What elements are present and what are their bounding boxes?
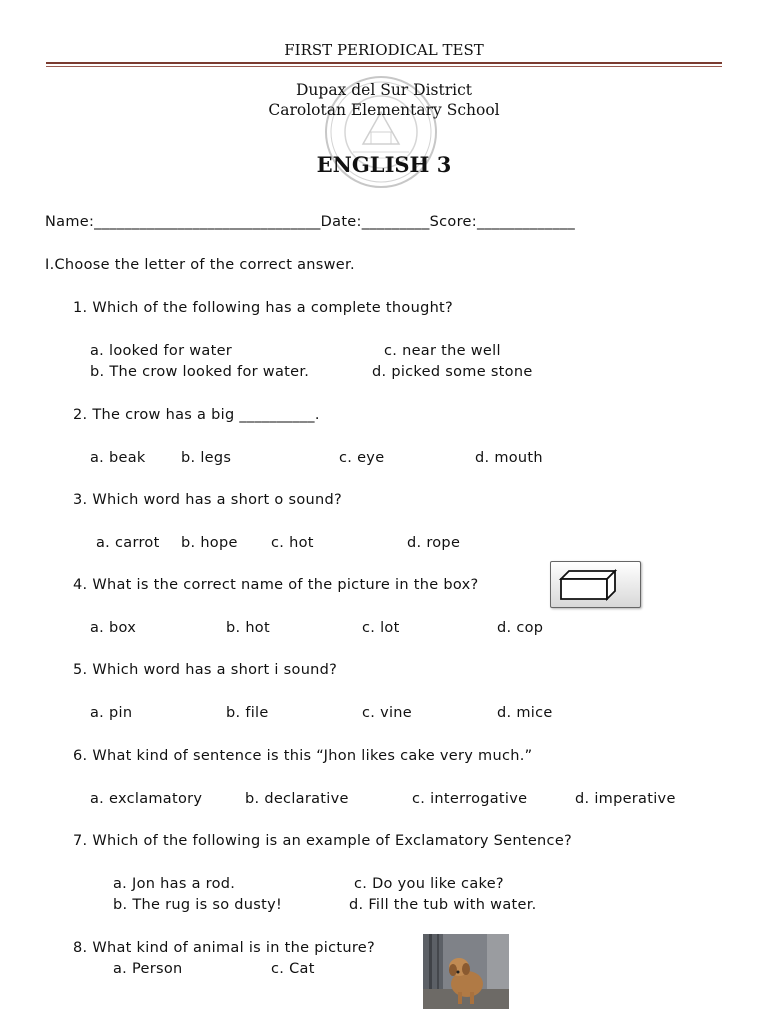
q1-option-b: b. The crow looked for water. [90, 364, 310, 380]
q2-option-c: c. eye [339, 450, 385, 466]
q1-option-c: c. near the well [384, 343, 501, 359]
header-rule-thick [46, 62, 722, 64]
question-3: 3. Which word has a short o sound? [73, 492, 343, 508]
q4-option-d: d. cop [497, 620, 544, 636]
question-2: 2. The crow has a big __________. [73, 407, 320, 423]
q6-option-c: c. interrogative [412, 791, 528, 807]
dog-picture [423, 934, 509, 1009]
q3-option-a: a. carrot [96, 535, 160, 551]
q3-option-d: d. rope [407, 535, 461, 551]
district-name: Dupax del Sur District [295, 81, 472, 99]
q2-option-b: b. legs [181, 450, 232, 466]
q3-option-b: b. hope [181, 535, 238, 551]
q5-option-b: b. file [226, 705, 269, 721]
q6-option-a: a. exclamatory [90, 791, 203, 807]
q7-option-b: b. The rug is so dusty! [113, 897, 283, 913]
q7-option-a: a. Jon has a rod. [113, 876, 236, 892]
q3-option-c: c. hot [271, 535, 314, 551]
q7-option-d: d. Fill the tub with water. [349, 897, 537, 913]
question-6: 6. What kind of sentence is this “Jhon likes cake very much.” [73, 748, 533, 764]
q2-option-d: d. mouth [475, 450, 543, 466]
q5-option-d: d. mice [497, 705, 553, 721]
q6-option-b: b. declarative [245, 791, 349, 807]
subject-title: ENGLISH 3 [316, 152, 452, 177]
q4-option-c: c. lot [362, 620, 400, 636]
header-rule-thin [46, 66, 722, 67]
question-1: 1. Which of the following has a complete thought? [73, 300, 454, 316]
question-4: 4. What is the correct name of the picture in the box? [73, 577, 479, 593]
test-title: FIRST PERIODICAL TEST [284, 41, 484, 59]
q8-option-c: c. Cat [271, 961, 315, 977]
q8-option-a: a. Person [113, 961, 183, 977]
q5-option-a: a. pin [90, 705, 133, 721]
q7-option-c: c. Do you like cake? [354, 876, 504, 892]
q1-option-a: a. looked for water [90, 343, 233, 359]
box-picture [550, 561, 641, 608]
school-name: Carolotan Elementary School [268, 101, 500, 119]
q4-option-b: b. hot [226, 620, 270, 636]
q5-option-c: c. vine [362, 705, 413, 721]
student-info-line: Name:______________________________Date:_________Score:_____________ [45, 214, 576, 230]
question-5: 5. Which word has a short i sound? [73, 662, 338, 678]
q4-option-a: a. box [90, 620, 137, 636]
q2-option-a: a. beak [90, 450, 146, 466]
instructions: I.Choose the letter of the correct answer. [45, 257, 355, 273]
box-icon [551, 562, 640, 607]
q6-option-d: d. imperative [575, 791, 676, 807]
q1-option-d: d. picked some stone [372, 364, 533, 380]
question-8: 8. What kind of animal is in the picture? [73, 940, 375, 956]
question-7: 7. Which of the following is an example of Exclamatory Sentence? [73, 833, 573, 849]
